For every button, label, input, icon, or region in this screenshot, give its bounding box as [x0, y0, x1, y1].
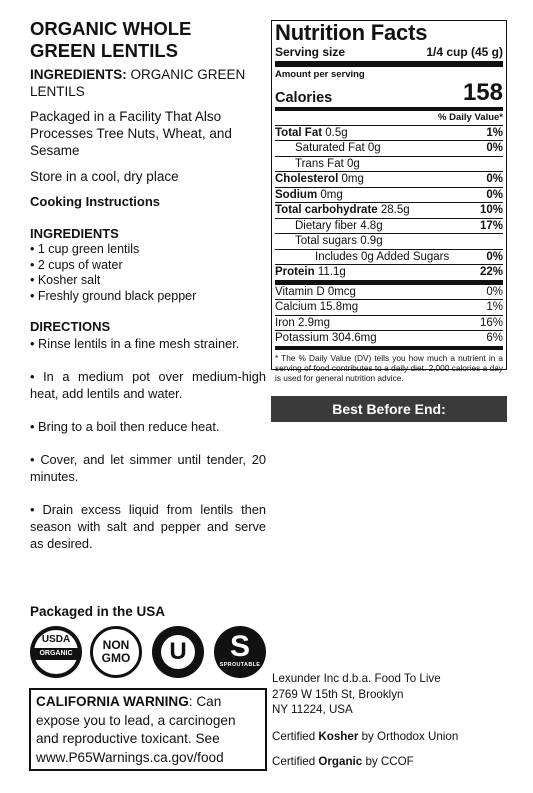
iron-row: Iron 2.9mg 16% [275, 316, 503, 332]
ingredients-statement: INGREDIENTS: ORGANIC GREEN LENTILS [30, 67, 246, 99]
company-address: Lexunder Inc d.b.a. Food To Live 2769 W 15th St, Brooklyn NY 11224, USA [272, 672, 441, 716]
origin-statement: Packaged in the USA [30, 604, 166, 619]
list-item: • Freshly ground black pepper [30, 288, 197, 303]
recipe-ingredients-heading: INGREDIENTS [30, 226, 119, 241]
sodium-row: Sodium 0mg 0% [275, 188, 503, 204]
dietary-fiber-row: Dietary fiber 4.8g 17% [275, 219, 503, 235]
kosher-certification: Certified Kosher by Orthodox Union [272, 730, 459, 743]
potassium-row: Potassium 304.6mg 6% [275, 331, 503, 350]
list-item: • Drain excess liquid from lentils then season with salt and pepper and serve as desired. [30, 502, 266, 551]
saturated-fat-row: Saturated Fat 0g 0% [275, 141, 503, 157]
kosher-ou-icon: U [152, 626, 204, 678]
total-fat-row: Total Fat 0.5g 1% [275, 126, 503, 142]
daily-value-header: % Daily Value* [275, 111, 503, 126]
storage-note: Store in a cool, dry place [30, 169, 179, 184]
list-item: • 2 cups of water [30, 257, 123, 272]
usda-organic-icon: USDA ORGANIC [30, 626, 82, 678]
list-item: • Kosher salt [30, 273, 101, 287]
daily-value-footnote: * The % Daily Value (DV) tells you how much a nutrient in a serving of food contributes to a daily diet. 2,000 calories a day is used for general nutrition advice. [275, 352, 503, 383]
vitamin-d-row: Vitamin D 0mcg 0% [275, 285, 503, 301]
list-item: • 1 cup green lentils [30, 242, 140, 256]
protein-row: Protein 11.1g 22% [275, 265, 503, 285]
certification-logos [30, 626, 270, 686]
product-title: ORGANIC WHOLE GREEN LENTILS [30, 18, 192, 61]
cooking-instructions-title: Cooking Instructions [30, 194, 160, 209]
sproutable-icon: S SPROUTABLE [214, 626, 266, 678]
calcium-row: Calcium 15.8mg 1% [275, 300, 503, 316]
nutrition-facts-panel [271, 20, 507, 383]
amount-per-serving: Amount per serving [275, 68, 365, 80]
left-column [30, 18, 266, 568]
non-gmo-icon: NON GMO [90, 626, 142, 678]
recipe-ingredients-list [30, 242, 266, 304]
cholesterol-row: Cholesterol 0mg 0% [275, 172, 503, 188]
nutrition-facts-title: Nutrition Facts [275, 20, 428, 45]
list-item: • Rinse lentils in a fine mesh strainer. [30, 336, 240, 351]
list-item: • Cover, and let simmer until tender, 20 minutes. [30, 452, 266, 484]
allergen-facility-note: Packaged in a Facility That Also Processes Tree Nuts, Wheat, and Sesame [30, 109, 232, 158]
list-item: • In a medium pot over medium-high heat, add lentils and water. [30, 369, 266, 401]
total-carbohydrate-row: Total carbohydrate 28.5g 10% [275, 203, 503, 219]
list-item: • Bring to a boil then reduce heat. [30, 419, 220, 434]
directions-heading: DIRECTIONS [30, 319, 111, 334]
directions-list [30, 335, 266, 552]
trans-fat-row: Trans Fat 0g [275, 157, 503, 173]
organic-certification: Certified Organic by CCOF [272, 755, 414, 768]
calories-row: Calories 158 [275, 80, 503, 111]
total-sugars-row: Total sugars 0.9g [275, 234, 503, 250]
california-warning-box: CALIFORNIA WARNING: Can expose you to lead, a carcinogen and reproductive toxicant. See www.P65Warnings.ca.gov/food [29, 688, 267, 771]
best-before-label: Best Before End: [271, 396, 507, 422]
serving-size-row: Serving size 1/4 cup (45 g) [275, 45, 503, 67]
added-sugars-row: Includes 0g Added Sugars 0% [275, 250, 503, 266]
